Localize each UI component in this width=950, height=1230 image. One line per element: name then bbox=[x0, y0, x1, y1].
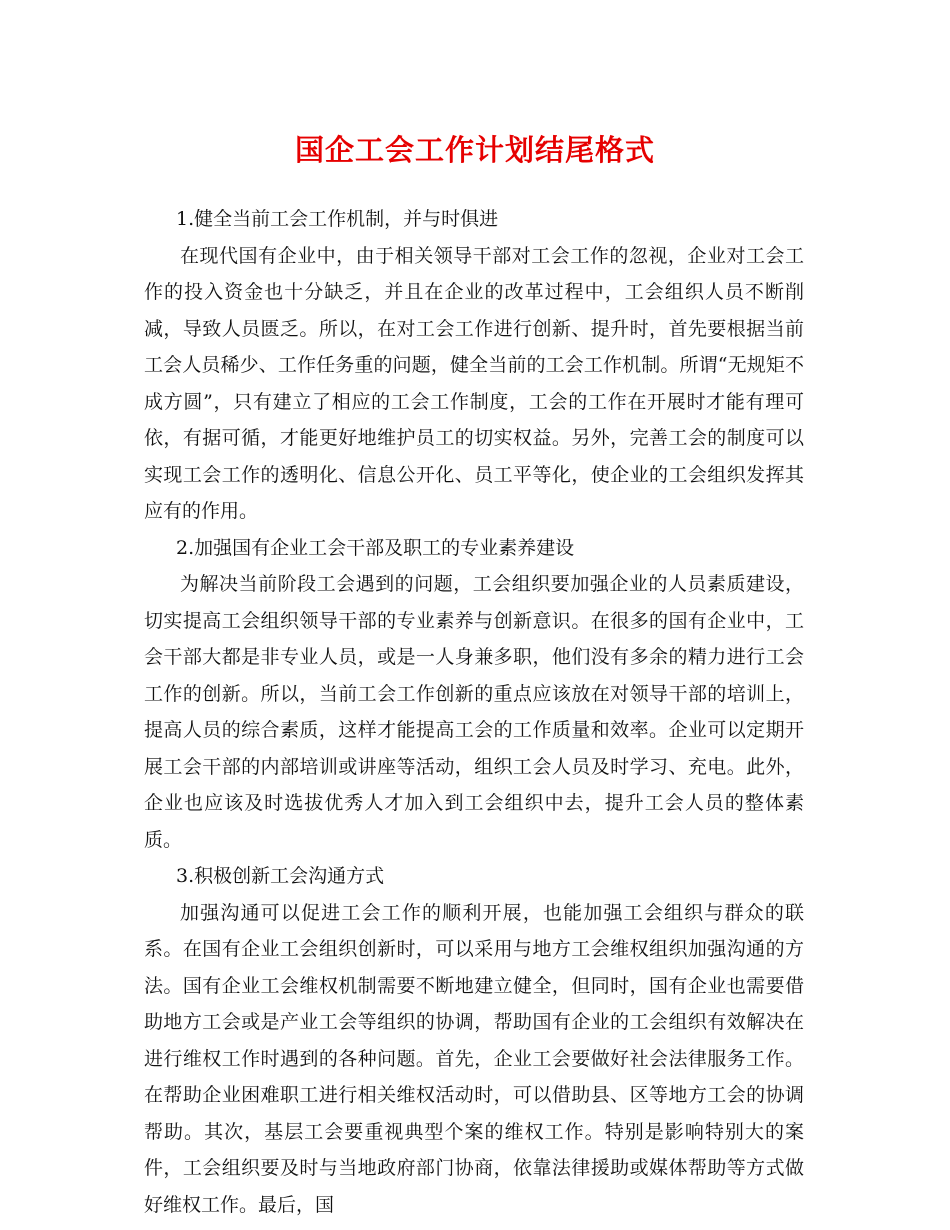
section-heading-2: 2.加强国有企业工会干部及职工的专业素养建设 bbox=[176, 536, 575, 559]
section-paragraph-3: 加强沟通可以促进工会工作的顺利开展，也能加强工会组织与群众的联系。在国有企业工会组织创新时，可以采用与地方工会维权组织加强沟通的方法。国有企业工会维权机制需要不断地建立健全，但同时，国有企业也需要借助地方工会或是产业工会等组织的协调，帮助国有企业的工会组织有效解决在进行维权工作时遇到的各种问题。首先，企业工会要做好社会法律服务工作。在帮助企业困难职工进行相关维权活动时，可以借助县、区等地方工会的协调帮助。其次，基层工会要重视典型个案的维权工作。特别是影响特别大的案件，工会组织要及时与当地政府部门协商，依靠法律援助或媒体帮助等方式做好维权工作。最后，国 bbox=[144, 901, 804, 1216]
section-paragraph-1: 在现代国有企业中，由于相关领导干部对工会工作的忽视，企业对工会工作的投入资金也十分缺乏，并且在企业的改革过程中，工会组织人员不断削减，导致人员匮乏。所以，在对工会工作进行创新、提升时，首先要根据当前工会人员稀少、工作任务重的问题，健全当前的工会工作机制。所谓“无规矩不成方圆”，只有建立了相应的工会工作制度，工会的工作在开展时才能有理可依，有据可循，才能更好地维护员工的切实权益。另外，完善工会的制度可以实现工会工作的透明化、信息公开化、员工平等化，使企业的工会组织发挥其应有的作用。 bbox=[144, 244, 804, 522]
section-heading-1: 1.健全当前工会工作机制，并与时俱进 bbox=[176, 208, 499, 230]
section-heading-3: 3.积极创新工会沟通方式 bbox=[176, 865, 385, 887]
section-paragraph-2: 为解决当前阶段工会遇到的问题，工会组织要加强企业的人员素质建设，切实提高工会组织领导干部的专业素养与创新意识。在很多的国有企业中，工会干部大都是非专业人员，或是一人身兼多职，他们没有多余的精力进行工会工作的创新。所以，当前工会工作创新的重点应该放在对领导干部的培训上，提高人员的综合素质，这样才能提高工会的工作质量和效率。企业可以定期开展工会干部的内部培训或讲座等活动，组织工会人员及时学习、充电。此外，企业也应该及时选拔优秀人才加入到工会组织中去，提升工会人员的整体素质。 bbox=[144, 573, 804, 851]
document-title: 国企工会工作计划结尾格式 bbox=[294, 133, 655, 167]
document-body bbox=[144, 201, 804, 1223]
